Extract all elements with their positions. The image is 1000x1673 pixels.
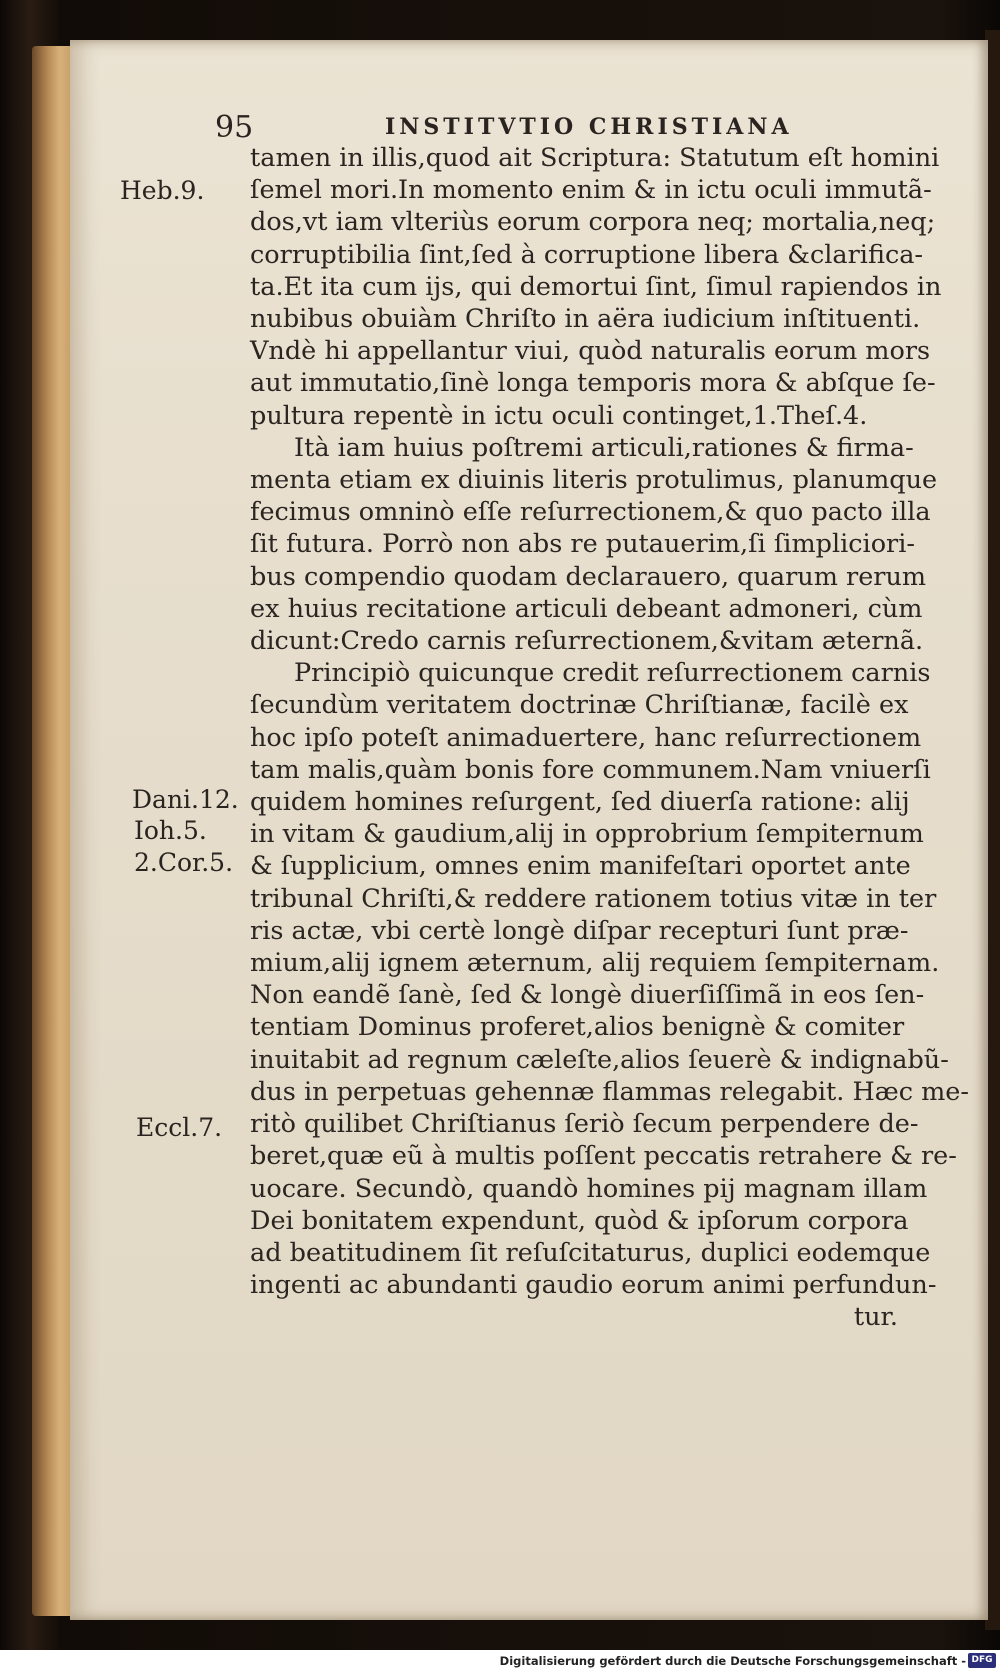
text-line: corruptibilia ſint,ſed à corruptione libera &clarifica- — [250, 239, 924, 270]
dfg-logo: DFG — [968, 1653, 996, 1668]
text-line: fecimus omninò eſſe reſurrectionem,& quo pacto illa — [250, 497, 931, 528]
text-line: Principiò quicunque credit reſurrectionem carnis — [294, 658, 931, 689]
footer-bar — [0, 1650, 1000, 1673]
text-line: tribunal Chriſti,& reddere rationem totius vitæ in ter — [250, 883, 937, 914]
funding-credit: Digitalisierung gefördert durch die Deutsche Forschungsgemeinschaft - — [499, 1654, 966, 1668]
text-line: ta.Et ita cum ijs, qui demortui ſint, ſimul rapiendos in — [250, 271, 942, 302]
text-line: aut immutatio,ſinè longa temporis mora & abſque ſe- — [250, 368, 936, 399]
text-line: dos,vt iam vlteriùs eorum corpora neq; mortalia,neq; — [250, 207, 936, 238]
text-line: tam malis,quàm bonis fore communem.Nam vniuerſi — [250, 754, 931, 785]
text-line: tamen in illis,quod ait Scriptura: Statutum eſt homini — [250, 143, 940, 173]
text-line: quidem homines reſurgent, ſed diuerſa ratione: alij — [250, 787, 910, 818]
text-line: tur. — [853, 1302, 898, 1333]
text-line: inuitabit ad regnum cæleſte,alios ſeuerè & indignabũ- — [250, 1044, 949, 1075]
page-number: 95 — [215, 110, 254, 145]
text-line: ex huius recitatione articuli debeant admoneri, cùm — [250, 593, 923, 624]
text-line: ingenti ac abundanti gaudio eorum animi perfundun- — [250, 1270, 937, 1301]
margin-note-ioh: Ioh.5. — [134, 816, 207, 845]
text-line: pultura repentè in ictu oculi continget,1.Theſ.4. — [250, 400, 868, 431]
text-line: bus compendio quodam declarauero, quarum rerum — [250, 561, 927, 592]
text-line: ad beatitudinem ſit reſuſcitaturus, duplici eodemque — [250, 1237, 931, 1268]
text-line: hoc ipſo poteſt animaduertere, hanc reſurrectionem — [250, 722, 922, 753]
text-line: ris actæ, vbi certè longè diſpar recepturi ſunt præ- — [250, 915, 909, 946]
text-line: menta etiam ex diuinis literis protulimus, planumque — [250, 465, 938, 496]
text-line: ritò quilibet Chriſtianus ſeriò ſecum perpendere de- — [250, 1109, 919, 1140]
margin-note-dani: Dani.12. — [132, 785, 239, 814]
text-line: dicunt:Credo carnis reſurrectionem,&vitam æternã. — [250, 626, 924, 657]
text-line: & ſupplicium, omnes enim manifeſtari oportet ante — [250, 851, 911, 882]
text-line: Non eandẽ ſanè, ſed & longè diuerſiſſimã in eos ſen- — [250, 980, 925, 1011]
text-line: tentiam Dominus proferet,alios benignè & comiter — [250, 1012, 905, 1043]
text-line: Dei bonitatem expendunt, quòd & ipſorum corpora — [250, 1205, 909, 1236]
text-line: beret,quæ eũ à multis poſſent peccatis retrahere & re- — [250, 1141, 957, 1172]
text-line: dus in perpetuas gehennæ flammas relegabit. Hæc me- — [250, 1076, 969, 1107]
text-line: ſit futura. Porrò non abs re putauerim,ſi ſimpliciori- — [250, 529, 916, 560]
text-line: ſecundùm veritatem doctrinæ Chriſtianæ, facilè ex — [250, 690, 909, 721]
text-line: nubibus obuiàm Chriſto in aëra iudicium inſtituenti. — [250, 304, 921, 335]
text-line: in vitam & gaudium,alij in opprobrium ſempiternum — [250, 819, 924, 850]
text-line: uocare. Secundò, quandò homines pij magnam illam — [250, 1173, 928, 1204]
margin-note-cor: 2.Cor.5. — [134, 848, 234, 877]
margin-note-eccl: Eccl.7. — [136, 1113, 223, 1142]
running-head: INSTITVTIO CHRISTIANA — [385, 114, 793, 140]
text-line: Vndè hi appellantur viui, quòd naturalis eorum mors — [250, 336, 931, 367]
body-text — [250, 142, 969, 1334]
text-line: ſemel mori.In momento enim & in ictu oculi immutã- — [250, 175, 932, 206]
text-line: mium,alij ignem æternum, alij requiem ſempiternam. — [250, 948, 940, 979]
margin-note-heb: Heb.9. — [120, 176, 205, 205]
text-line: Ità iam huius poſtremi articuli,rationes & firma- — [294, 432, 914, 463]
